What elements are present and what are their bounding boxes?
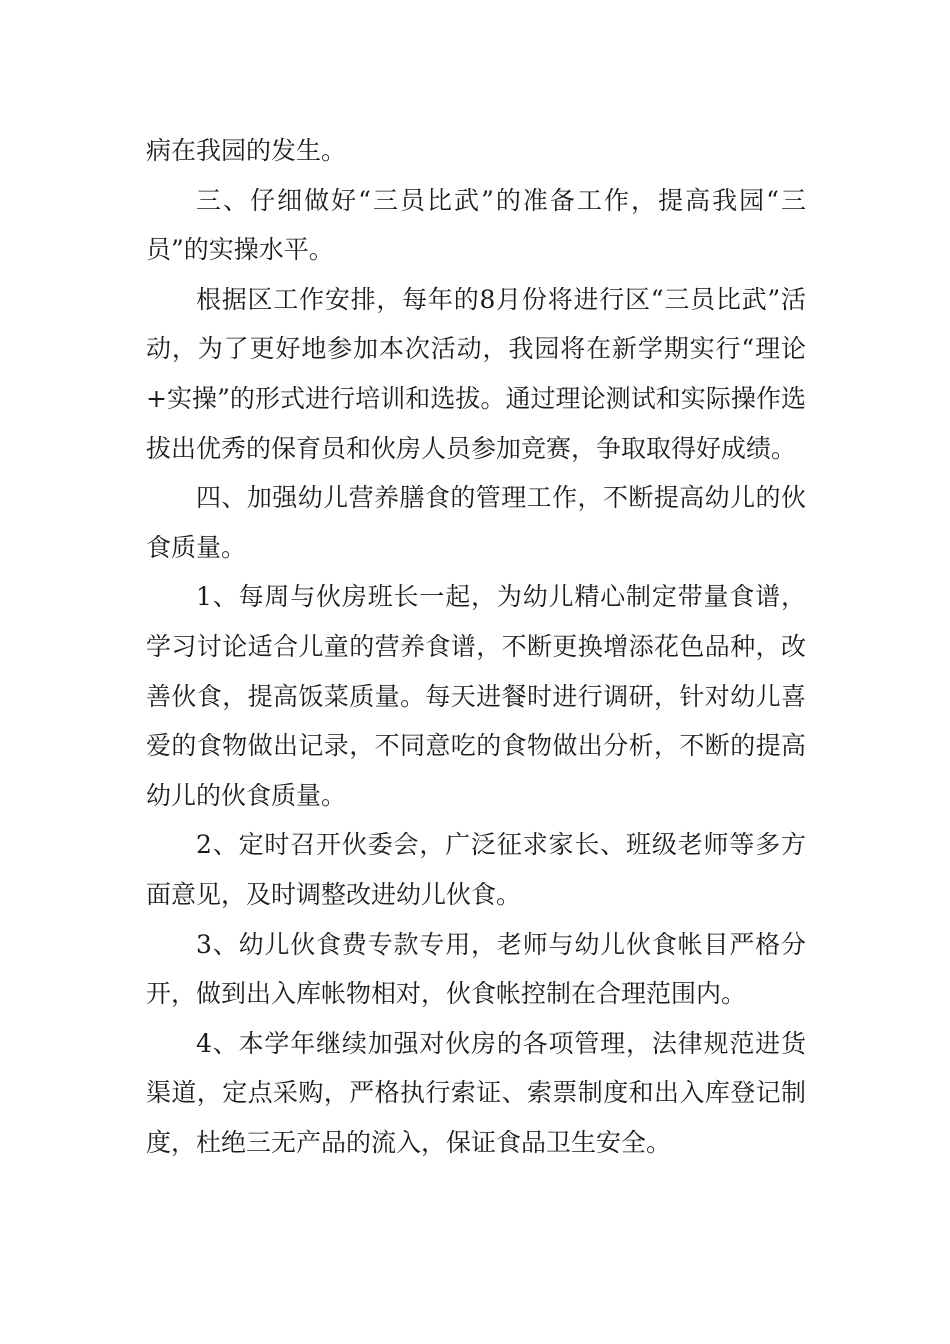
document-body — [146, 126, 806, 1167]
list-item-2: 2、定时召开伙委会，广泛征求家长、班级老师等多方面意见，及时调整改进幼儿伙食。 — [146, 830, 806, 909]
paragraph-continuation: 病在我园的发生。 — [146, 136, 347, 165]
section-heading-four: 四、加强幼儿营养膳食的管理工作，不断提高幼儿的伙食质量。 — [146, 483, 806, 562]
list-item-4: 4、本学年继续加强对伙房的各项管理，法律规范进货渠道，定点采购，严格执行索证、索票制度和出入库登记制度，杜绝三无产品的流入，保证食品卫生安全。 — [146, 1028, 806, 1157]
list-item-3: 3、幼儿伙食费专款专用，老师与幼儿伙食帐目严格分开，做到出入库帐物相对，伙食帐控制在合理范围内。 — [146, 929, 806, 1009]
list-item-1: 1、每周与伙房班长一起，为幼儿精心制定带量食谱，学习讨论适合儿童的营养食谱，不断更换增添花色品种，改善伙食，提高饭菜质量。每天进餐时进行调研，针对幼儿喜爱的食物做出记录，不同意吃的食物做出分析，不断的提高幼儿的伙食质量。 — [146, 582, 806, 810]
section-heading-three: 三、仔细做好“三员比武”的准备工作，提高我园“三员”的实操水平。 — [146, 185, 806, 265]
paragraph-competition: 根据区工作安排，每年的8月份将进行区“三员比武”活动，为了更好地参加本次活动，我园将在新学期实行“理论+实操”的形式进行培训和选拔。通过理论测试和实际操作选拔出优秀的保育员和伙房人员参加竞赛，争取取得好成绩。 — [146, 284, 806, 463]
